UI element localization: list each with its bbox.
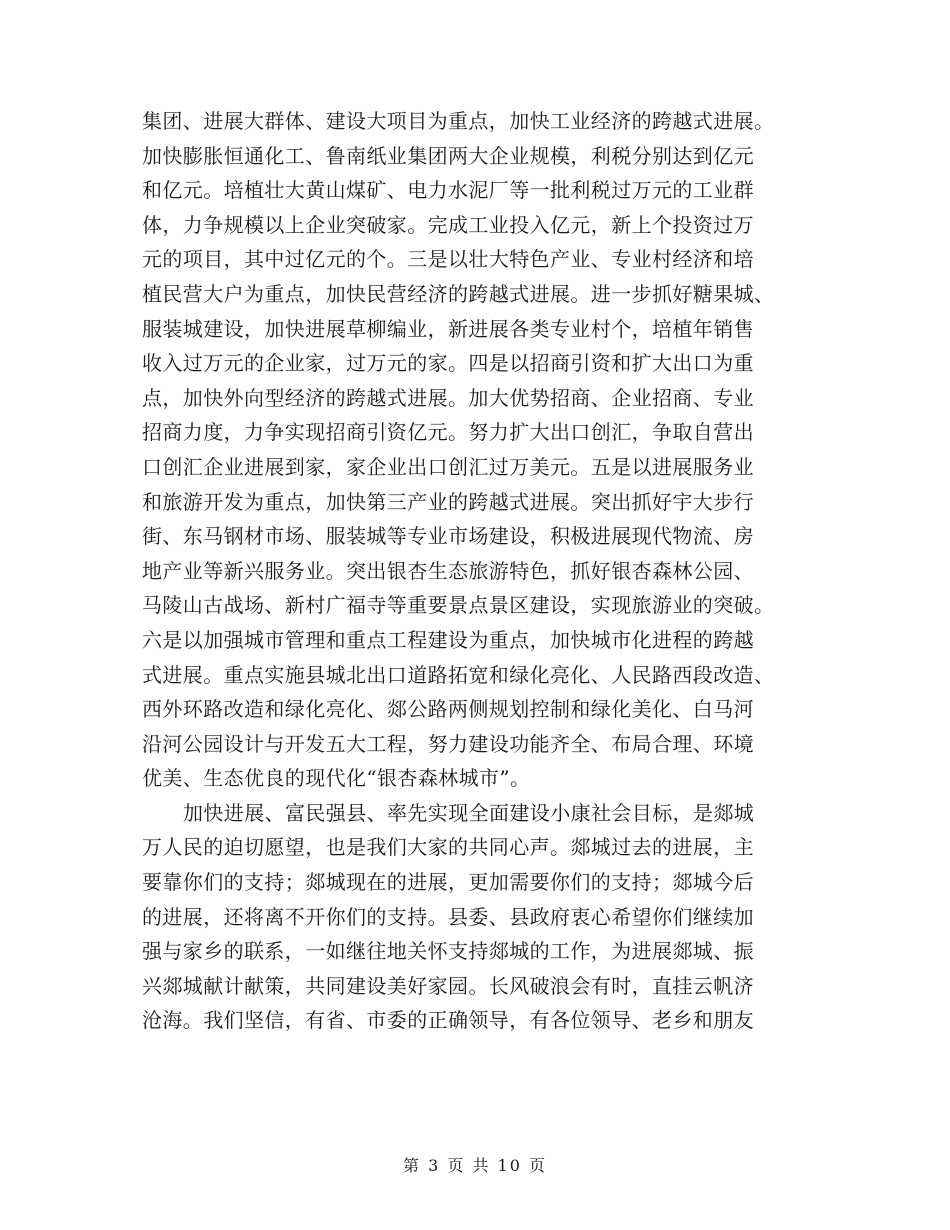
text-line: 加快进展、富民强县、率先实现全面建设小康社会目标，是郯城	[183, 800, 755, 825]
text-line: 的进展，还将离不开你们的支持。县委、县政府衷心希望你们继续加	[142, 904, 754, 929]
text-line: 和旅游开发为重点，加快第三产业的跨越式进展。突出抓好宇大步行	[142, 489, 754, 514]
page-number-footer: 第 3 页 共 10 页	[403, 1156, 547, 1175]
text-line: 地产业等新兴服务业。突出银杏生态旅游特色，抓好银杏森林公园、	[142, 558, 754, 583]
text-line: 万人民的迫切愿望，也是我们大家的共同心声。郯城过去的进展，主	[142, 835, 754, 860]
text-line: 要靠你们的支持；郯城现在的进展，更加需要你们的支持；郯城今后	[142, 870, 754, 895]
text-line: 街、东马钢材市场、服装城等专业市场建设，积极进展现代物流、房	[142, 524, 754, 549]
text-line: 口创汇企业进展到家，家企业出口创汇过万美元。五是以进展服务业	[142, 454, 754, 479]
text-line: 沿河公园设计与开发五大工程，努力建设功能齐全、布局合理、环境	[142, 731, 754, 756]
text-line: 收入过万元的企业家，过万元的家。四是以招商引资和扩大出口为重	[142, 351, 754, 376]
text-line: 和亿元。培植壮大黄山煤矿、电力水泥厂等一批利税过万元的工业群	[142, 178, 754, 203]
paragraph-1	[142, 104, 814, 796]
text-line: 兴郯城献计献策，共同建设美好家园。长风破浪会有时，直挂云帆济	[142, 973, 754, 998]
text-line: 点，加快外向型经济的跨越式进展。加大优势招商、企业招商、专业	[142, 385, 754, 410]
text-line: 优美、生态优良的现代化“银杏森林城市”。	[142, 766, 531, 791]
text-line: 元的项目，其中过亿元的个。三是以壮大特色产业、专业村经济和培	[142, 247, 754, 272]
text-line: 招商力度，力争实现招商引资亿元。努力扩大出口创汇，争取自营出	[142, 420, 754, 445]
paragraph-2	[142, 796, 814, 1038]
document-body	[142, 104, 814, 1038]
text-line: 强与家乡的联系，一如继往地关怀支持郯城的工作，为进展郯城、振	[142, 939, 754, 964]
text-line: 式进展。重点实施县城北出口道路拓宽和绿化亮化、人民路西段改造、	[142, 662, 775, 687]
text-line: 加快膨胀恒通化工、鲁南纸业集团两大企业规模，利税分别达到亿元	[142, 143, 754, 168]
text-line: 植民营大户为重点，加快民营经济的跨越式进展。进一步抓好糖果城、	[142, 281, 775, 306]
text-line: 西外环路改造和绿化亮化、郯公路两侧规划控制和绿化美化、白马河	[142, 697, 754, 722]
text-line: 集团、进展大群体、建设大项目为重点，加快工业经济的跨越式进展。	[142, 109, 775, 133]
text-line: 六是以加强城市管理和重点工程建设为重点，加快城市化进程的跨越	[142, 627, 754, 652]
text-line: 服装城建设，加快进展草柳编业，新进展各类专业村个，培植年销售	[142, 316, 754, 341]
text-line: 马陵山古战场、新村广福寺等重要景点景区建设，实现旅游业的突破。	[142, 593, 775, 618]
text-line: 体，力争规模以上企业突破家。完成工业投入亿元，新上个投资过万	[142, 212, 754, 237]
text-line: 沧海。我们坚信，有省、市委的正确领导，有各位领导、老乡和朋友	[142, 1008, 754, 1033]
